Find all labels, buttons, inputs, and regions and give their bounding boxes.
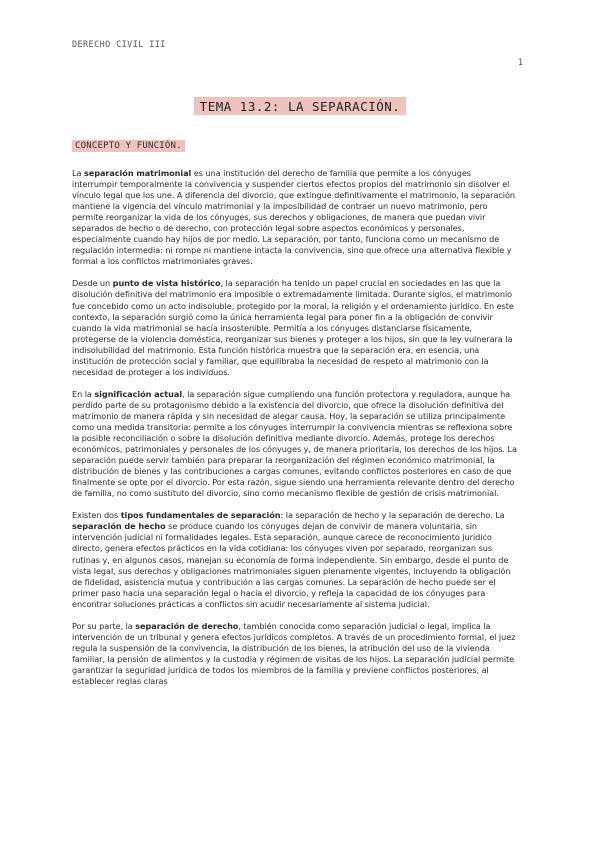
bold-term: significación actual [94, 388, 183, 399]
running-header: DERECHO CIVIL III [72, 40, 166, 50]
section-heading: CONCEPTO Y FUNCIÓN. [72, 140, 185, 152]
bold-term: separación matrimonial [83, 168, 192, 178]
bold-term: punto de vista histórico [112, 278, 221, 289]
paragraph-definition: La separación matrimonial es una institución del derecho de familia que permite a los cónyuges interrumpir temporalmente la convivencia y suspender ciertos efectos propios del matrimonio sin disolver el vínculo legal que los une. A diferencia del divorcio, que extingue definitivamente el matrimonio, la separación mantiene la vigencia del vínculo matrimonial y la imposibilidad de contraer un nuevo matrimonio, pero permite reorganizar la vida de los cónyuges, sus derechos y obligaciones, de manera que puedan vivir separados de hecho o de derecho, con protección legal sobre aspectos económicos y personales, especialmente cuando hay hijos de por medio. La separación, por tanto, funciona como un mecanismo de regulación intermedia: ni rompe ni mantiene intacta la convivencia, sino que ofrece una alternativa flexible y formal a los conflictos matrimoniales graves. [72, 168, 516, 267]
title-container [0, 96, 600, 115]
document-body [72, 168, 518, 698]
bold-term: separación de derecho [135, 620, 239, 631]
paragraph-current: En la significación actual, la separación sigue cumpliendo una función protectora y reguladora, aunque ha perdido parte de su protagonismo debido a la existencia del divorcio, que ofrece la disolución definitiva del matrimonio de manera rápida y sin necesidad de alegar causa. Hoy, la separación se utiliza principalmente como una medida transitoria: permite a los cónyuges interrumpir la convivencia mientras se reflexiona sobre la posible reconciliación o sobre la disolución definitiva mediante divorcio. Además, protege los derechos económicos, patrimoniales y personales de los cónyuges y, de manera prioritaria, los derechos de los hijos. La separación puede servir también para preparar la reorganización del régimen económico matrimonial, la distribución de bienes y las contribuciones a cargas comunes, evitando conflictos posteriores en caso de que finalmente se opte por el divorcio. Por esta razón, sigue siendo una herramienta relevante dentro del derecho de familia, no como sustituto del divorcio, sino como mecanismo flexible de gestión de crisis matrimonial. [72, 388, 517, 499]
page-title: TEMA 13.2: LA SEPARACIÓN. [194, 97, 407, 115]
paragraph-legal: Por su parte, la separación de derecho, también conocida como separación judicial o legal, implica la intervención de un tribunal y genera efectos jurídicos completos. A través de un procedimiento formal, el juez regula la suspensión de la convivencia, la distribución de los bienes, la atribución del uso de la vivienda familiar, la pensión de alimentos y la custodia y régimen de visitas de los hijos. La separación judicial permite garantizar la seguridad jurídica de todos los miembros de la familia y previene conflictos posteriores, al establecer reglas claras [72, 620, 516, 686]
paragraph-history: Desde un punto de vista histórico, la separación ha tenido un papel crucial en sociedades en las que la disolución definitiva del matrimonio era imposible o extremadamente limitada. Durante siglos, el matrimonio fue concebido como un acto indisoluble, protegido por la moral, la religión y el ordenamiento jurídico. En este contexto, la separación surgió como la única herramienta legal para poner fin a la obligación de convivir cuando la vida matrimonial se hacía insostenible. Permitía a los cónyuges distanciarse físicamente, protegerse de la violencia doméstica, reorganizar sus bienes y proteger a los hijos, sin que la ley vulnerara la indisolubilidad del matrimonio. Esta función histórica muestra que la separación era, en esencia, una institución de protección social y familiar, que equilibraba la necesidad de respeto al matrimonio con la necesidad de proteger a los individuos. [72, 278, 514, 377]
bold-term: separación de hecho [72, 521, 166, 532]
page-number: 1 [517, 58, 523, 68]
bold-term: tipos fundamentales de separación [120, 510, 281, 521]
paragraph-types: Existen dos tipos fundamentales de separación: la separación de hecho y la separación de derecho. La separación de hecho se produce cuando los cónyuges dejan de convivir de manera voluntaria, sin intervención judicial ni formalidades legales. Esta separación, aunque carece de reconocimiento jurídico directo, genera efectos prácticos en la vida cotidiana: los cónyuges viven por separado, reorganizan sus rutinas y, en algunos casos, manejan su economía de forma independiente. Sin embargo, desde el punto de vista legal, sus derechos y obligaciones matrimoniales siguen plenamente vigentes, incluyendo la obligación de fidelidad, asistencia mutua y contribución a las cargas comunes. La separación de hecho puede ser el primer paso hacia una separación legal o hacia el divorcio, y refleja la capacidad de los cónyuges para encontrar soluciones prácticas a conflictos sin acudir necesariamente al sistema judicial. [72, 510, 511, 609]
